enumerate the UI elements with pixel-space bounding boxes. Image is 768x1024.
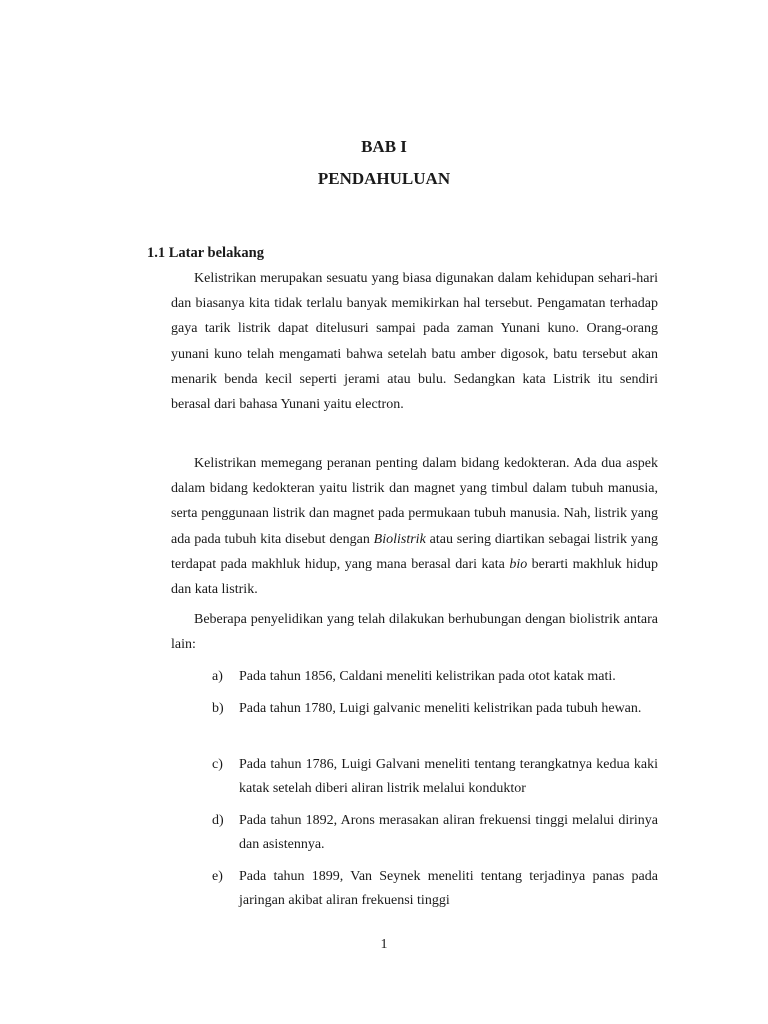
paragraph-3: Beberapa penyelidikan yang telah dilakukan berhubungan dengan biolistrik antara lain: [171, 612, 658, 653]
list-marker: e) [212, 869, 223, 884]
list-item [212, 865, 658, 913]
term-biolistrik: Biolistrik [373, 531, 426, 547]
paragraph-2-text-b: atau sering diartikan sebagai listrik yang terdapat pada makhluk hidup, yang mana berasal dari kata [171, 531, 659, 572]
list-marker: a) [212, 669, 223, 684]
term-bio: bio [509, 556, 528, 572]
chapter-title: PENDAHULUAN [317, 169, 451, 188]
paragraph-2-text-c: berarti makhluk hidup dan kata listrik. [171, 556, 658, 598]
paragraph-2-text-a: Kelistrikan memegang peranan penting dalam bidang kedokteran. Ada dua aspek dalam bidang kedokteran yaitu listrik dan magnet yang timbul dalam tubuh manusia, serta penggunaan listrik dan magnet pada permukaan tubuh manusia. Nah, listrik yang ada pada tubuh kita disebut dengan [171, 456, 658, 547]
section-heading: 1.1 Latar belakang [147, 245, 264, 261]
list-item-text: Pada tahun 1786, Luigi Galvani meneliti tentang terangkatnya kedua kaki katak setelah diberi aliran listrik melalui konduktor [239, 757, 658, 796]
page-number: 1 [380, 937, 388, 952]
list-item-text: Pada tahun 1899, Van Seynek meneliti tentang terjadinya panas pada jaringan akibat aliran frekuensi tinggi [239, 869, 658, 908]
list-item [212, 697, 658, 721]
list-item-text: Pada tahun 1856, Caldani meneliti kelistrikan pada otot katak mati. [239, 669, 616, 684]
list-item [212, 753, 658, 801]
chapter-number: BAB I [361, 137, 407, 156]
list-marker: b) [212, 701, 224, 716]
paragraph-2 [171, 451, 658, 602]
paragraph-1: Kelistrikan merupakan sesuatu yang biasa digunakan dalam kehidupan sehari-hari dan biasanya kita tidak terlalu banyak memikirkan hal tersebut. Pengamatan terhadap gaya tarik listrik dapat ditelusuri sampai pada zaman Yunani kuno. Orang-orang yunani kuno telah mengamati bahwa setelah batu amber digosok, batu tersebut akan menarik benda kecil seperti jerami atau bulu. Sedangkan kata Listrik itu sendiri berasal dari bahasa Yunani yaitu electron. [171, 271, 658, 413]
list-item [212, 665, 658, 689]
list-marker: d) [212, 813, 224, 828]
list-item-text: Pada tahun 1892, Arons merasakan aliran frekuensi tinggi melalui dirinya dan asistennya. [239, 813, 658, 852]
list-marker: c) [212, 757, 223, 772]
list-item [212, 809, 658, 857]
list-item-text: Pada tahun 1780, Luigi galvanic meneliti kelistrikan pada tubuh hewan. [239, 701, 642, 716]
